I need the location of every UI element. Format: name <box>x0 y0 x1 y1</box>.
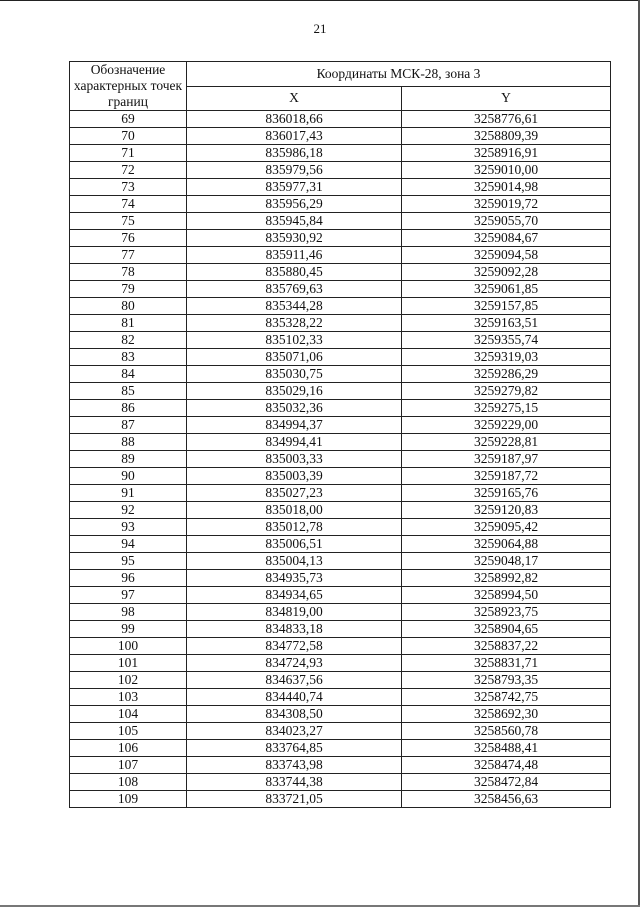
y-coordinate-cell: 3258994,50 <box>402 587 611 604</box>
point-number-cell: 75 <box>70 213 187 230</box>
table-row <box>70 315 611 332</box>
table-row <box>70 247 611 264</box>
y-coordinate-cell: 3259275,15 <box>402 400 611 417</box>
table-row <box>70 400 611 417</box>
table-row <box>70 434 611 451</box>
y-coordinate-cell: 3259048,17 <box>402 553 611 570</box>
x-coordinate-cell: 835956,29 <box>187 196 402 213</box>
table-row <box>70 417 611 434</box>
y-coordinate-cell: 3258923,75 <box>402 604 611 621</box>
x-coordinate-cell: 835344,28 <box>187 298 402 315</box>
y-coordinate-cell: 3259319,03 <box>402 349 611 366</box>
x-coordinate-cell: 835911,46 <box>187 247 402 264</box>
table-row <box>70 298 611 315</box>
y-coordinate-cell: 3259165,76 <box>402 485 611 502</box>
x-coordinate-cell: 835930,92 <box>187 230 402 247</box>
x-coordinate-cell: 834724,93 <box>187 655 402 672</box>
y-coordinate-cell: 3258904,65 <box>402 621 611 638</box>
x-coordinate-cell: 834994,41 <box>187 434 402 451</box>
y-coordinate-cell: 3259279,82 <box>402 383 611 400</box>
table-row <box>70 553 611 570</box>
table-row <box>70 332 611 349</box>
y-coordinate-cell: 3259355,74 <box>402 332 611 349</box>
x-coordinate-cell: 833721,05 <box>187 791 402 808</box>
point-number-cell: 83 <box>70 349 187 366</box>
table-row <box>70 179 611 196</box>
point-number-cell: 107 <box>70 757 187 774</box>
table-row <box>70 468 611 485</box>
table-row <box>70 740 611 757</box>
x-coordinate-cell: 836017,43 <box>187 128 402 145</box>
table-row <box>70 774 611 791</box>
y-coordinate-cell: 3258776,61 <box>402 111 611 128</box>
y-coordinate-cell: 3258456,63 <box>402 791 611 808</box>
x-coordinate-cell: 835769,63 <box>187 281 402 298</box>
point-number-cell: 93 <box>70 519 187 536</box>
point-number-cell: 73 <box>70 179 187 196</box>
point-number-cell: 108 <box>70 774 187 791</box>
y-coordinate-cell: 3259092,28 <box>402 264 611 281</box>
x-coordinate-cell: 835003,39 <box>187 468 402 485</box>
point-number-cell: 96 <box>70 570 187 587</box>
y-coordinate-cell: 3258692,30 <box>402 706 611 723</box>
y-coordinate-cell: 3259014,98 <box>402 179 611 196</box>
point-number-cell: 71 <box>70 145 187 162</box>
x-coordinate-cell: 835986,18 <box>187 145 402 162</box>
table-row <box>70 349 611 366</box>
page-number: 21 <box>313 21 327 36</box>
coordinates-table <box>69 61 611 808</box>
y-coordinate-cell: 3258472,84 <box>402 774 611 791</box>
point-number-cell: 106 <box>70 740 187 757</box>
table-row <box>70 230 611 247</box>
x-coordinate-cell: 835030,75 <box>187 366 402 383</box>
table-row <box>70 145 611 162</box>
x-coordinate-cell: 835012,78 <box>187 519 402 536</box>
point-number-cell: 84 <box>70 366 187 383</box>
x-coordinate-cell: 835328,22 <box>187 315 402 332</box>
point-number-cell: 69 <box>70 111 187 128</box>
point-number-cell: 97 <box>70 587 187 604</box>
table-row <box>70 264 611 281</box>
y-coordinate-cell: 3258742,75 <box>402 689 611 706</box>
x-coordinate-cell: 834440,74 <box>187 689 402 706</box>
y-coordinate-cell: 3259010,00 <box>402 162 611 179</box>
table-header <box>70 62 611 111</box>
point-number-cell: 86 <box>70 400 187 417</box>
x-coordinate-cell: 833743,98 <box>187 757 402 774</box>
table-row <box>70 723 611 740</box>
x-coordinate-cell: 835032,36 <box>187 400 402 417</box>
table-row <box>70 570 611 587</box>
point-number-cell: 100 <box>70 638 187 655</box>
y-coordinate-cell: 3259228,81 <box>402 434 611 451</box>
point-number-cell: 77 <box>70 247 187 264</box>
point-number-cell: 89 <box>70 451 187 468</box>
y-coordinate-cell: 3259064,88 <box>402 536 611 553</box>
point-number-cell: 95 <box>70 553 187 570</box>
point-number-cell: 72 <box>70 162 187 179</box>
x-coordinate-cell: 834819,00 <box>187 604 402 621</box>
table-row <box>70 451 611 468</box>
x-coordinate-cell: 834637,56 <box>187 672 402 689</box>
table-row <box>70 587 611 604</box>
point-number-cell: 88 <box>70 434 187 451</box>
point-number-cell: 76 <box>70 230 187 247</box>
point-number-cell: 87 <box>70 417 187 434</box>
x-coordinate-cell: 835004,13 <box>187 553 402 570</box>
y-coordinate-cell: 3259095,42 <box>402 519 611 536</box>
y-coordinate-cell: 3258488,41 <box>402 740 611 757</box>
table-row <box>70 757 611 774</box>
table-row <box>70 196 611 213</box>
x-coordinate-cell: 834833,18 <box>187 621 402 638</box>
y-coordinate-cell: 3259157,85 <box>402 298 611 315</box>
x-coordinate-cell: 835979,56 <box>187 162 402 179</box>
y-coordinate-cell: 3258837,22 <box>402 638 611 655</box>
x-coordinate-cell: 833764,85 <box>187 740 402 757</box>
table-row <box>70 128 611 145</box>
y-coordinate-cell: 3259084,67 <box>402 230 611 247</box>
x-coordinate-cell: 834994,37 <box>187 417 402 434</box>
x-coordinate-cell: 834934,65 <box>187 587 402 604</box>
table-row <box>70 621 611 638</box>
y-coordinate-cell: 3259120,83 <box>402 502 611 519</box>
table-row <box>70 162 611 179</box>
table-row <box>70 213 611 230</box>
y-coordinate-cell: 3259163,51 <box>402 315 611 332</box>
table-row <box>70 791 611 808</box>
y-coordinate-cell: 3259094,58 <box>402 247 611 264</box>
table-row <box>70 604 611 621</box>
table-row <box>70 485 611 502</box>
x-column-header: X <box>187 86 402 111</box>
x-coordinate-cell: 835003,33 <box>187 451 402 468</box>
y-coordinate-cell: 3258793,35 <box>402 672 611 689</box>
x-coordinate-cell: 833744,38 <box>187 774 402 791</box>
x-coordinate-cell: 834935,73 <box>187 570 402 587</box>
point-number-cell: 82 <box>70 332 187 349</box>
point-designation-header: Обозначение характерных точек границ <box>70 62 187 111</box>
y-coordinate-cell: 3259187,97 <box>402 451 611 468</box>
y-coordinate-cell: 3258831,71 <box>402 655 611 672</box>
table-row <box>70 689 611 706</box>
point-number-cell: 94 <box>70 536 187 553</box>
x-coordinate-cell: 834772,58 <box>187 638 402 655</box>
y-coordinate-cell: 3259055,70 <box>402 213 611 230</box>
point-number-cell: 99 <box>70 621 187 638</box>
x-coordinate-cell: 835977,31 <box>187 179 402 196</box>
point-number-cell: 103 <box>70 689 187 706</box>
point-number-cell: 74 <box>70 196 187 213</box>
x-coordinate-cell: 836018,66 <box>187 111 402 128</box>
table-row <box>70 383 611 400</box>
x-coordinate-cell: 834308,50 <box>187 706 402 723</box>
point-number-cell: 92 <box>70 502 187 519</box>
page-top-border <box>0 0 640 1</box>
y-coordinate-cell: 3258474,48 <box>402 757 611 774</box>
point-number-cell: 101 <box>70 655 187 672</box>
point-number-cell: 98 <box>70 604 187 621</box>
table-row <box>70 502 611 519</box>
point-number-cell: 104 <box>70 706 187 723</box>
table-row <box>70 638 611 655</box>
y-coordinate-cell: 3258560,78 <box>402 723 611 740</box>
x-coordinate-cell: 835071,06 <box>187 349 402 366</box>
y-coordinate-cell: 3259187,72 <box>402 468 611 485</box>
coordinates-system-header: Координаты МСК-28, зона 3 <box>187 62 611 87</box>
point-number-cell: 109 <box>70 791 187 808</box>
x-coordinate-cell: 835018,00 <box>187 502 402 519</box>
point-number-cell: 79 <box>70 281 187 298</box>
x-coordinate-cell: 835102,33 <box>187 332 402 349</box>
table-row <box>70 281 611 298</box>
point-number-cell: 70 <box>70 128 187 145</box>
table-row <box>70 706 611 723</box>
point-number-cell: 91 <box>70 485 187 502</box>
y-coordinate-cell: 3259061,85 <box>402 281 611 298</box>
point-number-cell: 78 <box>70 264 187 281</box>
point-number-cell: 105 <box>70 723 187 740</box>
x-coordinate-cell: 835880,45 <box>187 264 402 281</box>
point-number-cell: 81 <box>70 315 187 332</box>
table-row <box>70 111 611 128</box>
y-column-header: Y <box>402 86 611 111</box>
x-coordinate-cell: 835027,23 <box>187 485 402 502</box>
y-coordinate-cell: 3258992,82 <box>402 570 611 587</box>
table-row <box>70 366 611 383</box>
x-coordinate-cell: 835029,16 <box>187 383 402 400</box>
y-coordinate-cell: 3258809,39 <box>402 128 611 145</box>
table-row <box>70 672 611 689</box>
table-row <box>70 519 611 536</box>
point-number-cell: 102 <box>70 672 187 689</box>
y-coordinate-cell: 3259286,29 <box>402 366 611 383</box>
point-number-cell: 85 <box>70 383 187 400</box>
point-number-cell: 90 <box>70 468 187 485</box>
table-row <box>70 655 611 672</box>
point-number-cell: 80 <box>70 298 187 315</box>
y-coordinate-cell: 3259019,72 <box>402 196 611 213</box>
table-row <box>70 536 611 553</box>
y-coordinate-cell: 3259229,00 <box>402 417 611 434</box>
table-body <box>70 111 611 808</box>
x-coordinate-cell: 835006,51 <box>187 536 402 553</box>
x-coordinate-cell: 835945,84 <box>187 213 402 230</box>
y-coordinate-cell: 3258916,91 <box>402 145 611 162</box>
x-coordinate-cell: 834023,27 <box>187 723 402 740</box>
